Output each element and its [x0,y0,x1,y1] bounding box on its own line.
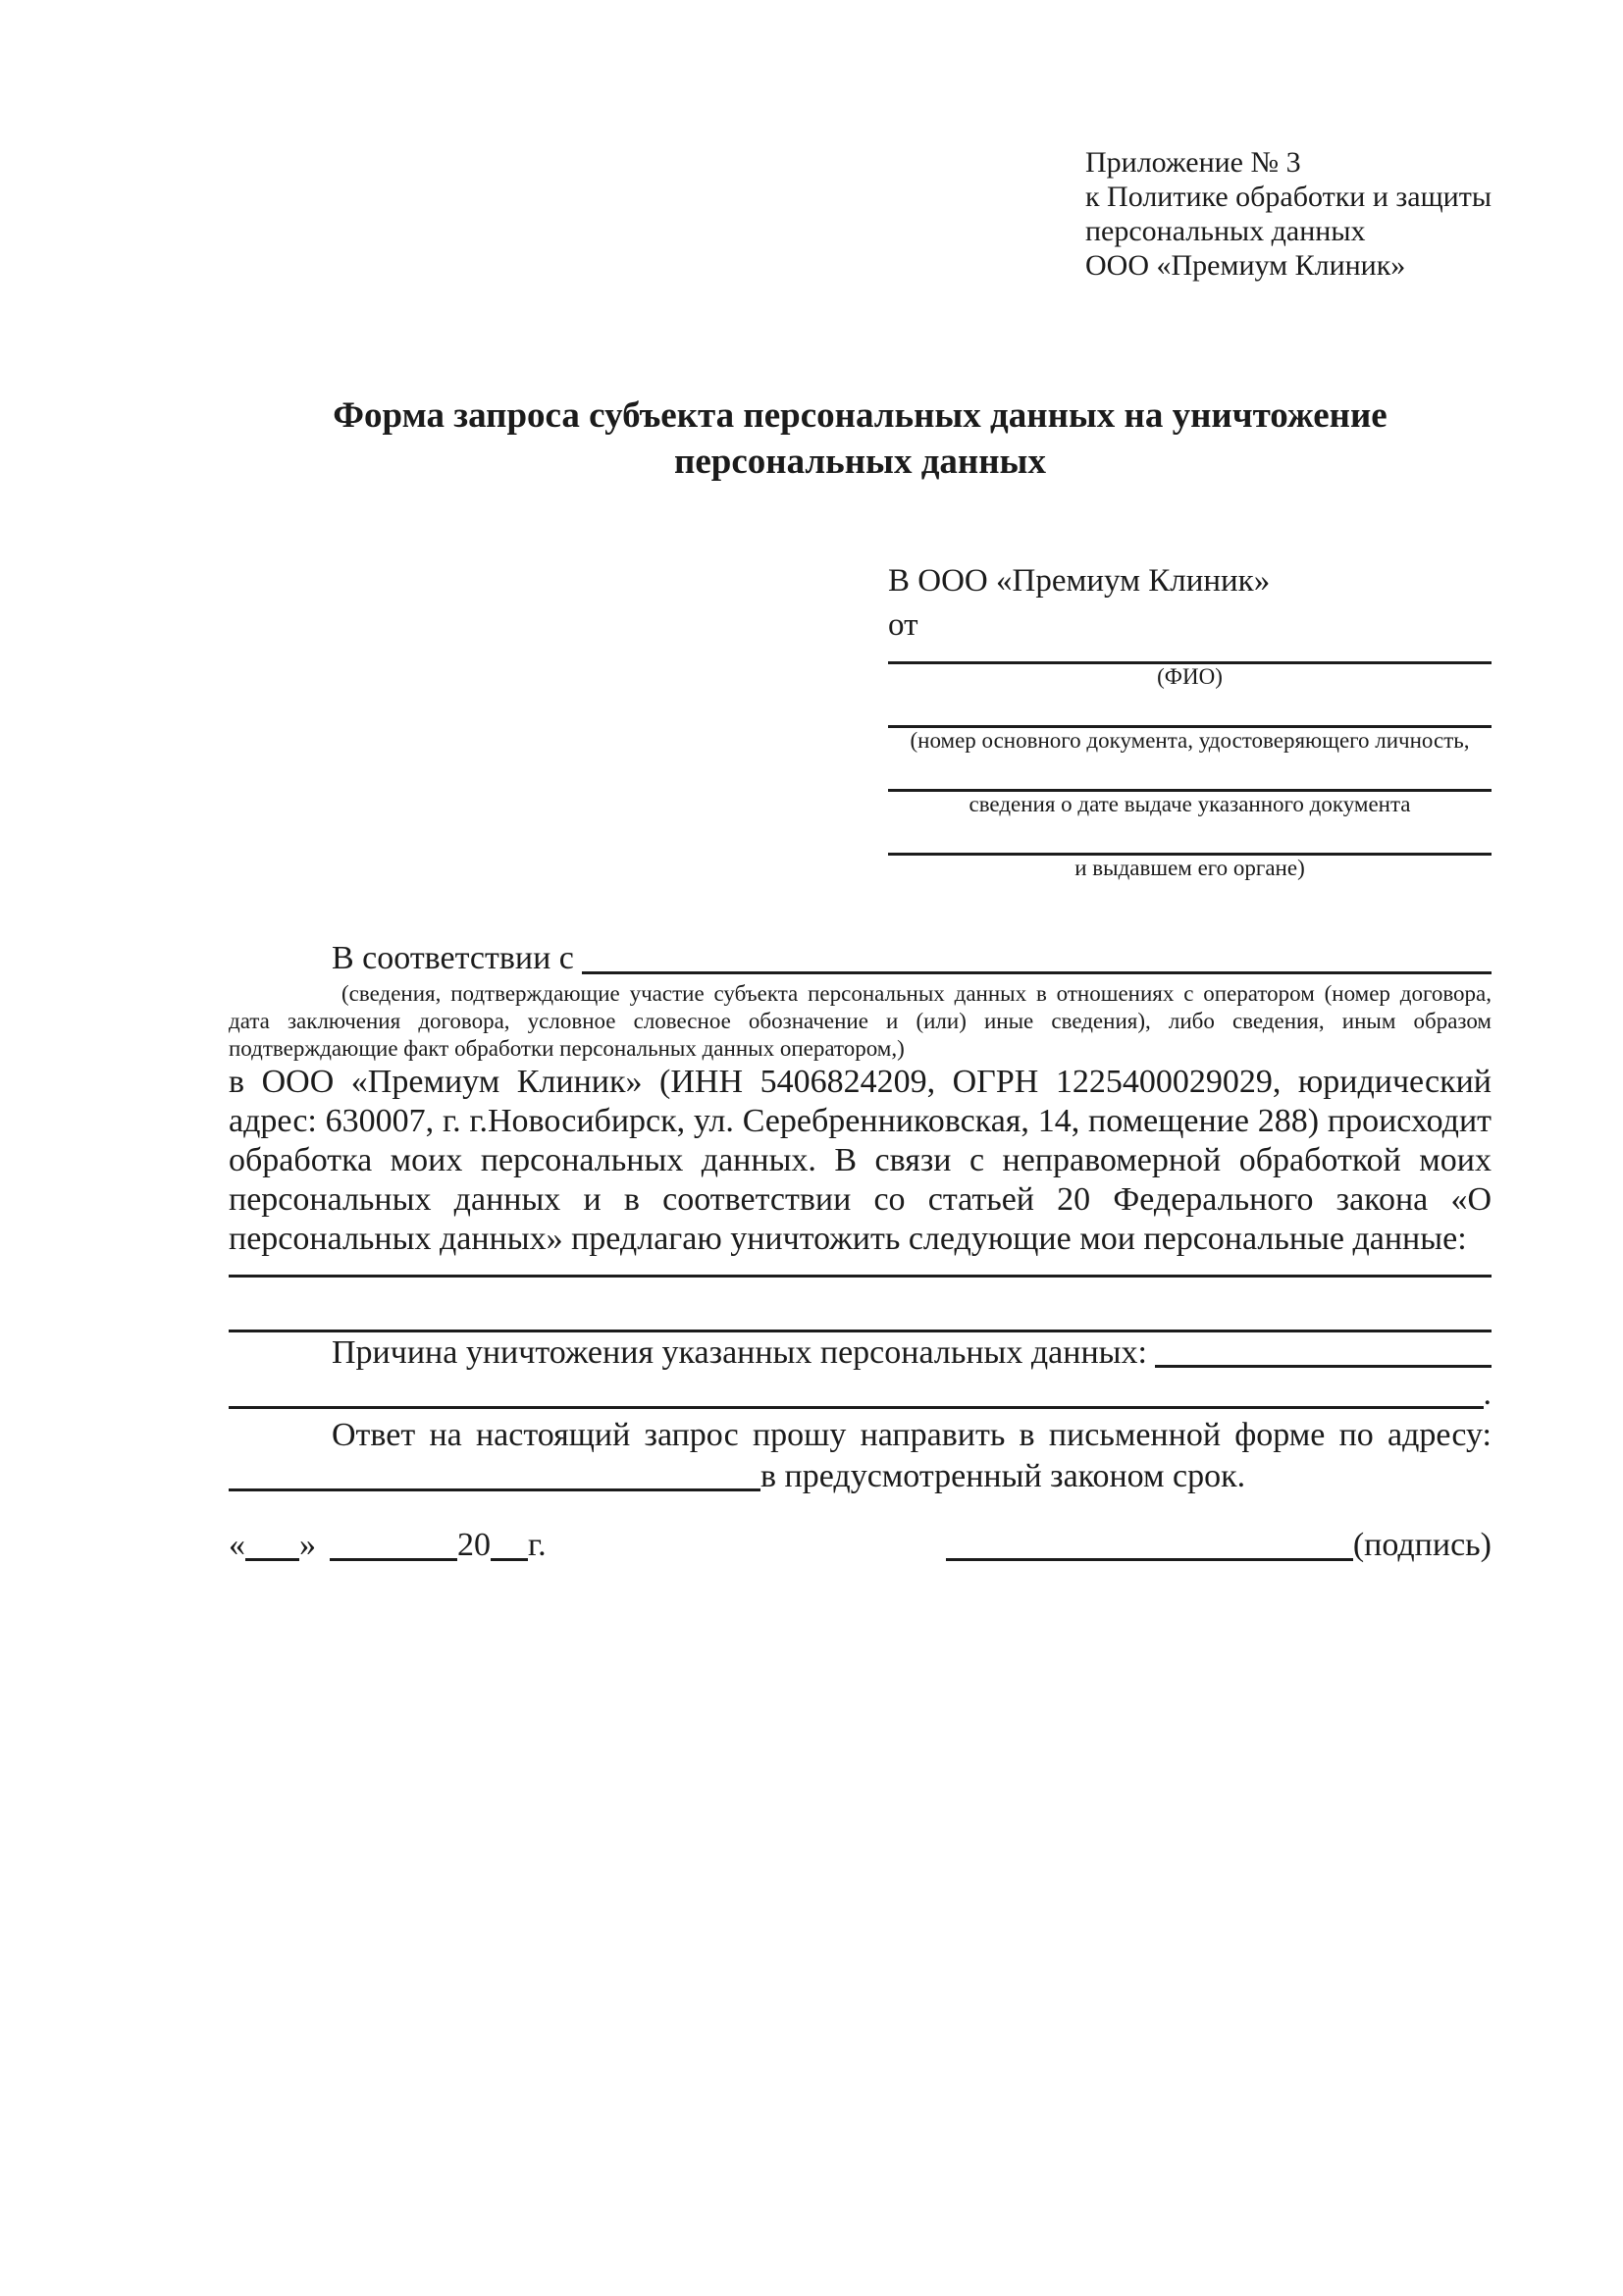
doc-issuer-caption: и выдавшем его органе) [1074,856,1305,880]
header-note-line-1: Приложение № 3 [1084,146,1301,179]
accordance-line [229,937,1492,980]
doc-issuer-input-line [888,817,1492,856]
fio-input-line [888,648,1492,664]
doc-issuer-field [888,817,1492,881]
reason-label: Причина уничтожения указанных персональных данных: [332,1334,1147,1371]
accordance-label: В соответствии с [332,940,574,976]
month-blank-line [330,1557,457,1561]
reason-continuation-line [229,1374,1492,1415]
signature-blank-line [946,1557,1353,1561]
header-note-line-4: ООО «Премиум Клиник» [1084,249,1406,282]
fio-field [888,648,1492,690]
date-field [229,1525,547,1566]
first-line-indent [229,1332,332,1374]
form-title-line-2: персональных данных [674,442,1046,482]
form-title-line-1: Форма запроса субъекта персональных данных на уничтожение [333,395,1387,436]
doc-date-field [888,754,1492,817]
sentence-period: . [1483,1376,1492,1412]
reason-continuation-blank-line [229,1374,1484,1409]
header-note [1085,145,1492,283]
response-paragraph: Ответ на настоящий запрос прошу направить в письменной форме по адресу: [332,1417,1492,1453]
doc-date-caption: сведения о дате выдаче указанного документа [969,792,1411,816]
doc-number-caption: (номер основного документа, удостоверяющего личность, [910,728,1470,753]
doc-date-input-line [888,754,1492,792]
first-line-indent [229,937,332,980]
accordance-note: (сведения, подтверждающие участие субъекта персональных данных в отношениях с оператором (номер договора, дата заключения договора, условное словесное обозначение и (или) иные сведения), либо сведения, иным образом подтверждающие факт обработки персональных данных оператором,) [229,981,1492,1061]
date-open-quote: « [229,1527,245,1563]
response-tail: в предусмотренный законом срок. [760,1458,1246,1494]
addressee-from-label: от [888,607,918,643]
day-blank-line [245,1557,299,1561]
date-close-quote: » [299,1527,316,1563]
year-prefix: 20 [457,1527,491,1563]
response-address-blank-line [229,1456,760,1491]
personal-data-blank-line-2 [229,1278,1492,1332]
header-note-line-2: к Политике обработки и защиты [1084,181,1492,213]
addressee-to: В ООО «Премиум Клиник» [888,563,1271,599]
doc-number-field [888,690,1492,754]
form-title [229,392,1492,485]
year-blank-line [491,1557,528,1561]
year-suffix: г. [528,1527,547,1563]
response-address-line [229,1456,1492,1497]
personal-data-blank-line-1 [229,1259,1492,1278]
signature-caption: (подпись) [1352,1527,1492,1563]
reason-blank-line [1155,1332,1492,1368]
reason-line [229,1332,1492,1374]
addressee-block [888,559,1492,881]
header-note-line-3: персональных данных [1084,215,1366,247]
date-signature-row [229,1525,1492,1566]
signature-field [946,1525,1492,1566]
accordance-blank-line [582,937,1492,974]
fio-caption: (ФИО) [1157,664,1223,689]
doc-number-input-line [888,690,1492,728]
main-paragraph: в ООО «Премиум Клиник» (ИНН 5406824209, ОГРН 1225400029029, юридический адрес: 630007, г. г.Новосибирск, ул. Серебренниковская, 14, помещение 288) происходит обработка моих персональных данных. В связи с неправомерной обработкой моих персональных данных и в соответствии со статьей 20 Федерального закона «О персональных данных» предлагаю уничтожить следующие мои персональные данные: [229,1064,1492,1257]
